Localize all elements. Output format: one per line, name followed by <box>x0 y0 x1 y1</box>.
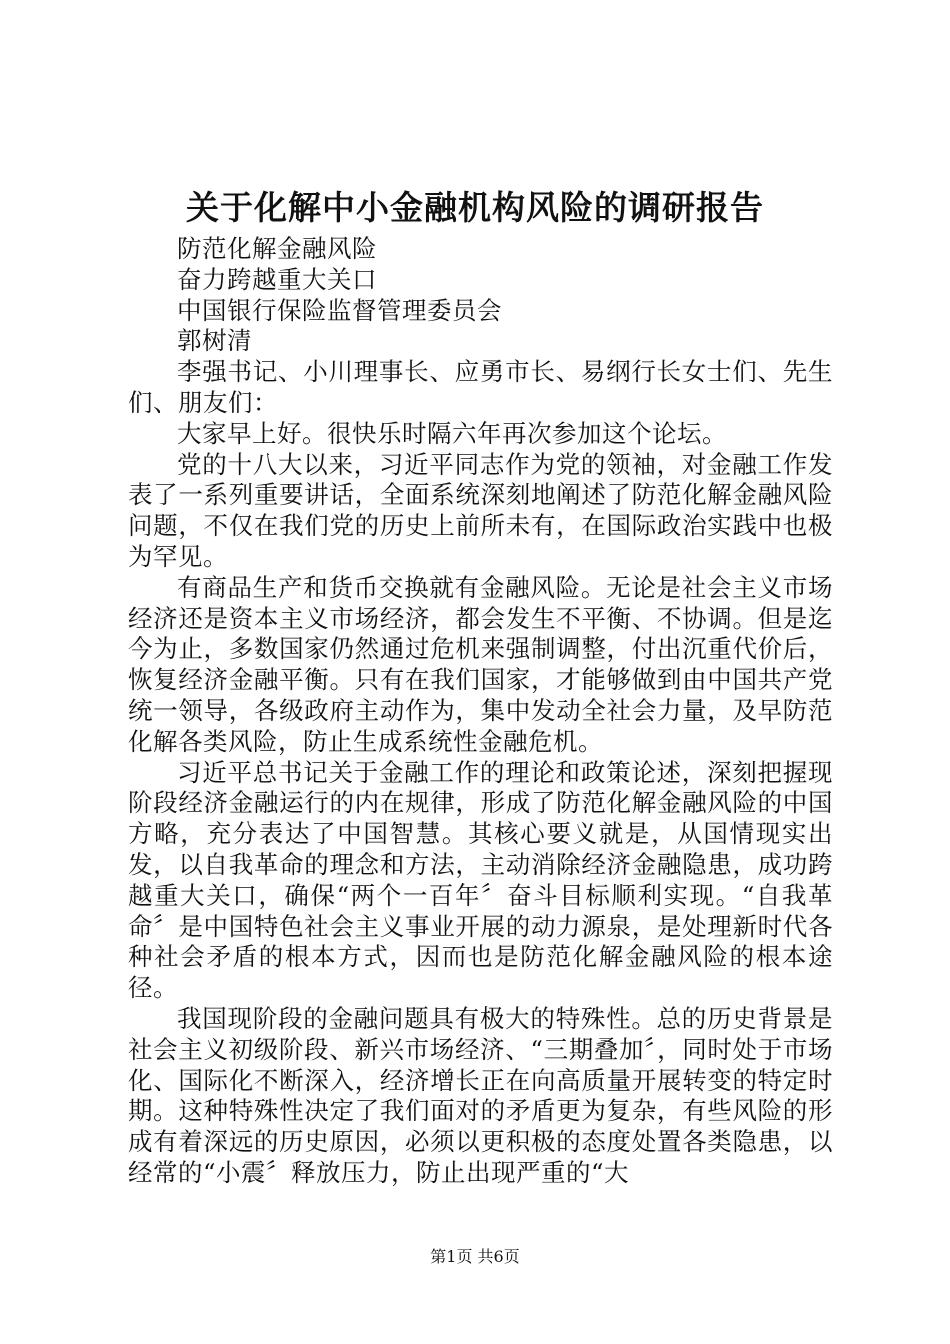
document-title: 关于化解中小金融机构风险的调研报告 <box>186 188 764 227</box>
paragraph: 习近平总书记关于金融工作的理论和政策论述，深刻把握现阶段经济金融运行的内在规律，形成了防范化解金融风险的中国方略，充分表达了中国智慧。其核心要义就是，从国情现实出发，以自我革命的理念和方法，主动消除经济金融隐患，成功跨越重大关口，确保“两个一百年〞奋斗目标顺利实现。“自我革命〞是中国特色社会主义事业开展的动力源泉，是处理新时代各种社会矛盾的根本方式，因而也是防范化解金融风险的根本途径。 <box>128 757 833 1003</box>
page-number: 第1页 共6页 <box>430 1247 520 1266</box>
subtitle-line: 奋力跨越重大关口 <box>177 264 377 294</box>
document-body <box>128 234 833 1189</box>
paragraph: 有商品生产和货币交换就有金融风险。无论是社会主义市场经济还是资本主义市场经济，都会发生不平衡、不协调。但是迄今为止，多数国家仍然通过危机来强制调整，付出沉重代价后，恢复经济金融平衡。只有在我们国家，才能够做到由中国共产党统一领导，各级政府主动作为，集中发动全社会力量，及早防范化解各类风险，防止生成系统性金融危机。 <box>128 572 833 756</box>
paragraph: 党的十八大以来，习近平同志作为党的领袖，对金融工作发表了一系列重要讲话，全面系统深刻地阐述了防范化解金融风险问题，不仅在我们党的历史上前所未有，在国际政治实践中也极为罕见。 <box>128 449 833 571</box>
author-name: 郭树清 <box>177 326 252 356</box>
paragraph: 大家早上好。很快乐时隔六年再次参加这个论坛。 <box>177 418 727 448</box>
subtitle-line: 防范化解金融风险 <box>177 234 377 263</box>
paragraph: 我国现阶段的金融问题具有极大的特殊性。总的历史背景是社会主义初级阶段、新兴市场经济、“三期叠加〞，同时处于市场化、国际化不断深入，经济增长正在向高质量开展转变的特定时期。这种特殊性决定了我们面对的矛盾更为复杂，有些风险的形成有着深远的历史原因，必须以更积极的态度处置各类隐患，以经常的“小震〞释放压力，防止出现严重的“大 <box>128 1003 833 1187</box>
salutation: 李强书记、小川理事长、应勇市长、易纲行长女士们、先生们、朋友们： <box>128 357 833 417</box>
author-organization: 中国银行保险监督管理委员会 <box>177 295 502 325</box>
